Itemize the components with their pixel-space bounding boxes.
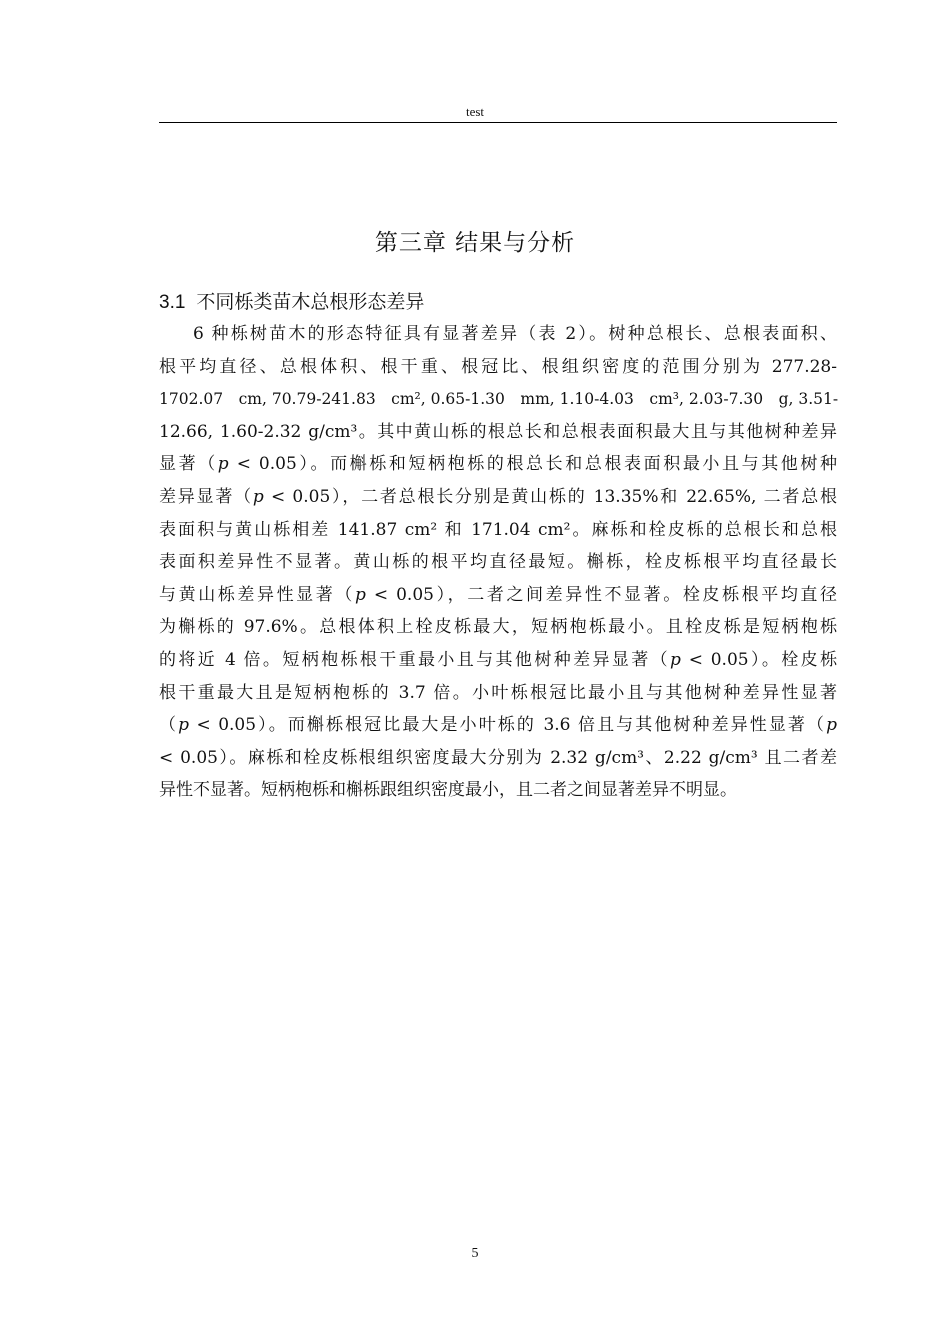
paragraph-line: 显著（p < 0.05）。而槲栎和短柄枹栎的根总长和总根表面积最小且与其他树种 [159, 454, 838, 475]
running-header: test [465, 104, 485, 119]
paragraph-line: 根平均直径、总根体积、根干重、根冠比、根组织密度的范围分别为 277.28- [159, 356, 837, 377]
page-number: 5 [471, 1246, 479, 1261]
section-title: 不同栎类苗木总根形态差异 [196, 291, 425, 313]
chapter-title: 第三章 结果与分析 [374, 230, 576, 256]
paragraph-line: 根干重最大且是短柄枹栎的 3.7 倍。小叶栎根冠比最小且与其他树种差异性显著 [159, 682, 837, 703]
paragraph-line: 为槲栎的 97.6%。总根体积上栓皮栎最大，短柄枹栎最小。且栓皮栎是短柄枹栎 [159, 617, 837, 638]
paragraph-line: 表面积与黄山栎相差 141.87 cm² 和 171.04 cm²。麻栎和栓皮栎的总根长和总根 [159, 519, 837, 540]
section-heading [159, 287, 424, 314]
header-rule [159, 122, 837, 123]
paragraph-line: 6 种栎树苗木的形态特征具有显著差异（表 2）。树种总根长、总根表面积、 [193, 324, 837, 344]
paragraph-line: 1702.07 cm, 70.79-241.83 cm², 0.65-1.30 mm, 1.10-4.03 cm³, 2.03-7.30 g, 3.51- [159, 390, 839, 409]
paragraph-line: 差异显著（p < 0.05），二者总根长分别是黄山栎的 13.35%和 22.65%, 二者总根 [159, 486, 837, 507]
paragraph-line: < 0.05）。麻栎和栓皮栎根组织密度最大分别为 2.32 g/cm³、2.22 g/cm³ 且二者差 [159, 747, 837, 768]
paragraph-line: 与黄山栎差异性显著（p < 0.05），二者之间差异性不显著。栓皮栎根平均直径 [159, 584, 838, 605]
body-paragraph [159, 318, 837, 807]
paragraph-line: （p < 0.05）。而槲栎根冠比最大是小叶栎的 3.6 倍且与其他树种差异性显著（p [159, 715, 838, 736]
paragraph-line: 的将近 4 倍。短柄枹栎根干重最小且与其他树种差异显著（p < 0.05）。栓皮栎 [159, 649, 838, 670]
paragraph-line: 表面积差异性不显著。黄山栎的根平均直径最短。槲栎，栓皮栎根平均直径最长 [159, 552, 837, 573]
paragraph-line: 异性不显著。短柄枹栎和槲栎跟组织密度最小，且二者之间显著差异不明显。 [159, 780, 737, 801]
paragraph-line: 12.66, 1.60-2.32 g/cm³。其中黄山栎的根总长和总根表面积最大且与其他树种差异 [159, 421, 837, 442]
section-number: 3.1 [159, 292, 186, 313]
